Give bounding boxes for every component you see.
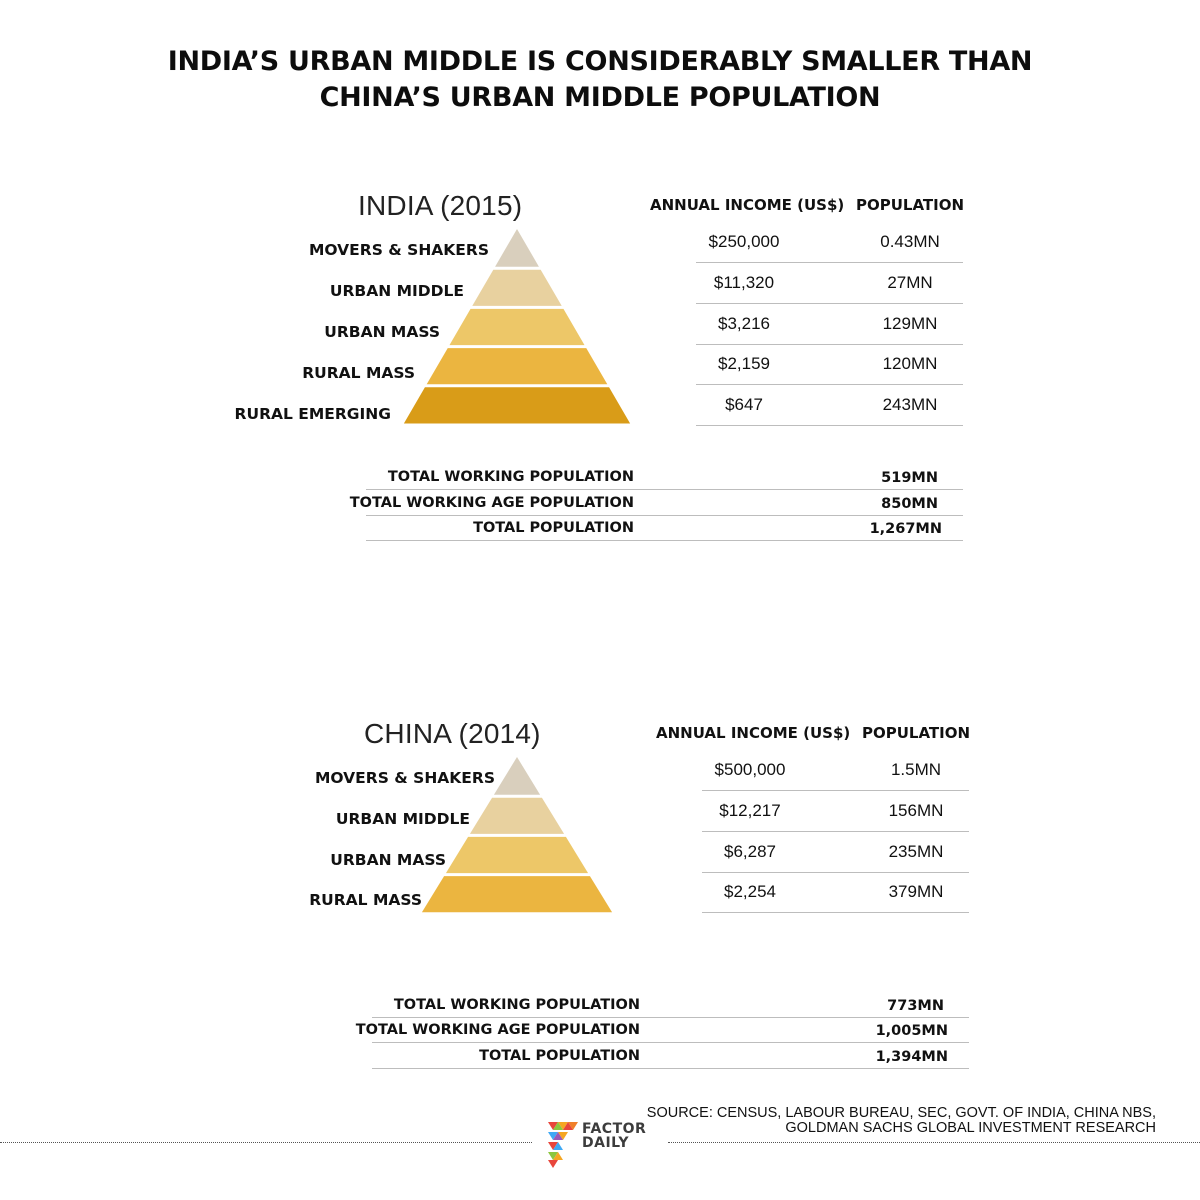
india-total-population-value: 1,267MN (869, 521, 942, 537)
india-income-1: $11,320 (713, 273, 775, 292)
china-totals-divider (372, 1068, 969, 1069)
india-income-2: $3,216 (718, 314, 770, 333)
india-income-0: $250,000 (708, 232, 780, 251)
china-tier-label-urban-middle: URBAN MIDDLE (335, 810, 470, 828)
china-pop-3: 379MN (888, 882, 944, 901)
india-income-3: $2,159 (718, 354, 770, 373)
footer-dotted-rule-left (0, 1142, 532, 1143)
china-pyramid-tier-1 (470, 798, 564, 834)
india-total-population-label: TOTAL POPULATION (473, 520, 634, 536)
china-total-working-label: TOTAL WORKING POPULATION (393, 997, 640, 1013)
factor-daily-wordmark (582, 1122, 646, 1150)
china-total-working-age-value: 1,005MN (875, 1023, 948, 1039)
india-total-working-age-value: 850MN (881, 496, 938, 512)
title-line-1: INDIA’S URBAN MIDDLE IS CONSIDERABLY SMALLER THAN (167, 46, 1033, 77)
source-line-2: GOLDMAN SACHS GLOBAL INVESTMENT RESEARCH (785, 1120, 1156, 1136)
china-tier-label-rural-mass: RURAL MASS (309, 891, 422, 909)
india-title: INDIA (2015) (358, 190, 523, 221)
china-pyramid-tier-3 (422, 876, 612, 912)
china-total-population-label: TOTAL POPULATION (479, 1048, 640, 1064)
china-row-divider (702, 790, 969, 791)
china-pop-0: 1.5MN (890, 760, 942, 779)
china-income-0: $500,000 (714, 760, 786, 779)
china-pyramid-tier-0 (494, 757, 540, 795)
china-total-working-value: 773MN (887, 998, 944, 1014)
india-pop-1: 27MN (887, 273, 933, 292)
china-income-3: $2,254 (724, 882, 776, 901)
china-pyramid-tier-2 (446, 837, 588, 873)
factor-daily-logo (546, 1121, 647, 1173)
china-income-1: $12,217 (719, 801, 781, 820)
china-pop-2: 235MN (888, 842, 944, 861)
china-row-divider (702, 912, 969, 913)
india-total-working-value: 519MN (881, 470, 938, 486)
india-tier-label-urban-mass: URBAN MASS (324, 323, 440, 341)
china-income-2: $6,287 (724, 842, 776, 861)
india-pop-4: 243MN (882, 395, 938, 414)
china-title: CHINA (2014) (364, 718, 541, 749)
china-income-header: ANNUAL INCOME (US$) (656, 724, 851, 742)
china-total-population-value: 1,394MN (875, 1049, 948, 1065)
footer-dotted-rule-right (668, 1142, 1200, 1143)
factor-daily-logo-icon (546, 1122, 580, 1168)
title-line-2: CHINA’S URBAN MIDDLE POPULATION (319, 82, 881, 113)
india-tier-label-rural-mass: RURAL MASS (302, 364, 415, 382)
china-tier-label-urban-mass: URBAN MASS (330, 851, 446, 869)
india-population-header: POPULATION (856, 196, 965, 214)
india-tier-label-movers: MOVERS & SHAKERS (308, 241, 489, 259)
china-pop-1: 156MN (888, 801, 944, 820)
china-totals-divider (372, 1042, 969, 1043)
china-total-working-age-label: TOTAL WORKING AGE POPULATION (355, 1022, 640, 1038)
india-pop-2: 129MN (882, 314, 938, 333)
india-tier-label-rural-emerging: RURAL EMERGING (234, 405, 391, 423)
india-total-working-age-label: TOTAL WORKING AGE POPULATION (349, 495, 634, 511)
logo-line-1: FACTOR (582, 1121, 647, 1137)
india-pop-0: 0.43MN (880, 232, 940, 251)
china-row-divider (702, 831, 969, 832)
logo-line-2: DAILY (582, 1135, 630, 1151)
india-income-4: $647 (725, 395, 763, 414)
india-total-working-label: TOTAL WORKING POPULATION (387, 469, 634, 485)
source-note (647, 1106, 1156, 1136)
china-tier-label-movers: MOVERS & SHAKERS (314, 769, 495, 787)
china-population-header: POPULATION (862, 724, 971, 742)
china-row-divider (702, 872, 969, 873)
source-line-1: SOURCE: CENSUS, LABOUR BUREAU, SEC, GOVT. OF INDIA, CHINA NBS, (646, 1105, 1156, 1121)
india-tier-label-urban-middle: URBAN MIDDLE (329, 282, 464, 300)
india-pop-3: 120MN (882, 354, 938, 373)
china-totals-divider (372, 1017, 969, 1018)
india-income-header: ANNUAL INCOME (US$) (650, 196, 845, 214)
